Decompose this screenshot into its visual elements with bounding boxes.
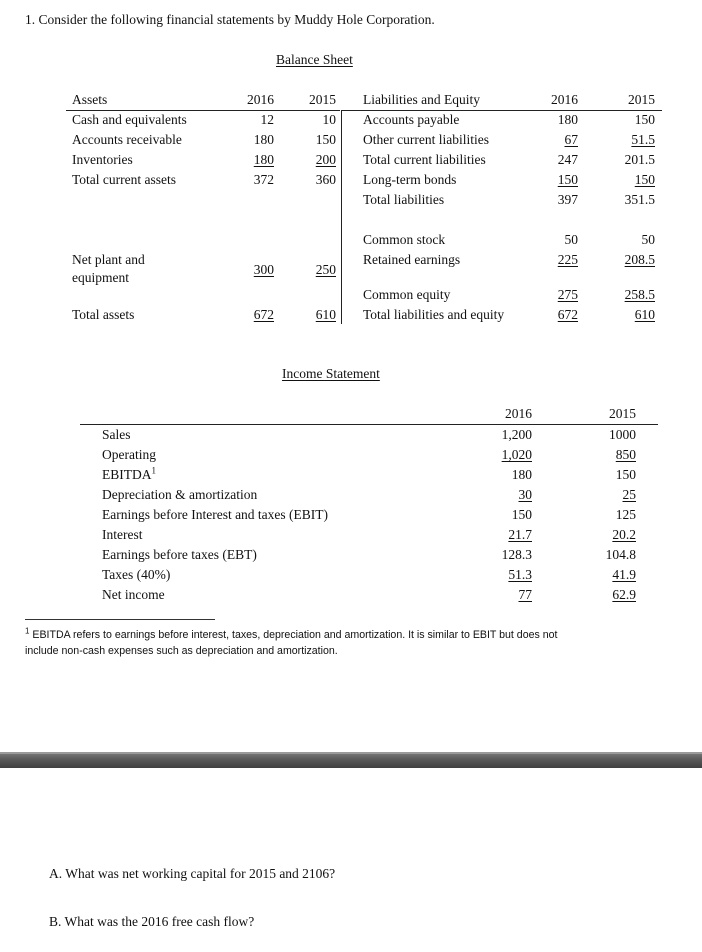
asset-2016: 12 [260, 112, 274, 127]
income-row-2016: 77 [518, 587, 532, 602]
retained-earnings-2015: 208.5 [624, 252, 655, 267]
income-statement-title: Income Statement [282, 366, 380, 381]
net-plant-2015: 250 [315, 262, 336, 277]
income-row-label: Operating [102, 447, 156, 462]
question-heading: 1. Consider the following financial statements by Muddy Hole Corporation. [25, 12, 435, 27]
total-liab-equity-2016: 672 [557, 307, 578, 322]
liabilities-header-label: Liabilities and Equity [363, 92, 480, 107]
question-b: B. What was the 2016 free cash flow? [49, 914, 255, 929]
net-plant-2016: 300 [253, 262, 274, 277]
income-row-2016: 30 [518, 487, 532, 502]
income-row-2015: 1000 [609, 427, 636, 442]
income-row-2015: 20.2 [612, 527, 636, 542]
income-row-label [102, 467, 156, 483]
assets-header-rule [66, 110, 340, 111]
total-liab-equity-2015: 610 [634, 307, 655, 322]
page-separator [0, 752, 702, 768]
asset-2015: 360 [315, 172, 336, 187]
liability-2016: 180 [557, 112, 578, 127]
income-row-label: Earnings before Interest and taxes (EBIT) [102, 507, 329, 522]
liability-label: Long-term bonds [363, 172, 457, 187]
asset-2016: 180 [253, 132, 274, 147]
common-equity-2015: 258.5 [624, 287, 655, 302]
ebitda-label: EBITDA [102, 467, 152, 482]
page-separator-highlight [0, 752, 702, 754]
liability-2015: 351.5 [624, 192, 655, 207]
income-row-2015: 62.9 [612, 587, 636, 602]
retained-earnings-label: Retained earnings [363, 252, 461, 267]
asset-2016: 180 [253, 152, 274, 167]
total-assets-2015: 610 [315, 307, 336, 322]
income-header-rule [80, 424, 658, 425]
liabilities-header-2015: 2015 [628, 92, 655, 107]
common-equity-2016: 275 [557, 287, 578, 302]
footnote-ref: 1 [151, 465, 156, 476]
question-a: A. What was net working capital for 2015 and 2106? [49, 866, 336, 881]
income-row-label: Sales [102, 427, 131, 442]
income-row-2016: 180 [511, 467, 532, 482]
income-row-2016: 150 [511, 507, 532, 522]
common-stock-2016: 50 [564, 232, 578, 247]
net-plant-label-2: equipment [72, 270, 129, 285]
income-header-2016: 2016 [505, 406, 532, 421]
income-row-label: Depreciation & amortization [102, 487, 258, 502]
income-row-2016: 128.3 [501, 547, 532, 562]
footnote-line-2: include non-cash expenses such as depreciation and amortization. [25, 645, 338, 657]
liability-2016: 247 [557, 152, 578, 167]
income-row-2015: 25 [622, 487, 636, 502]
asset-2015: 200 [315, 152, 336, 167]
income-row-2016: 51.3 [508, 567, 532, 582]
income-row-label: Net income [102, 587, 165, 602]
income-row-2016: 1,020 [501, 447, 532, 462]
income-header-2015: 2015 [609, 406, 636, 421]
liabilities-header-2016: 2016 [551, 92, 578, 107]
income-row-label: Earnings before taxes (EBT) [102, 547, 257, 562]
asset-label: Total current assets [72, 172, 177, 187]
income-row-label: Interest [102, 527, 143, 542]
income-row-label: Taxes (40%) [102, 567, 171, 582]
assets-header-label: Assets [72, 92, 108, 107]
footnote-mark: 1 [25, 626, 30, 636]
income-row-2015: 125 [615, 507, 636, 522]
liability-label: Other current liabilities [363, 132, 489, 147]
liability-label: Total current liabilities [363, 152, 486, 167]
income-row-2015: 41.9 [612, 567, 636, 582]
balance-sheet-title: Balance Sheet [276, 52, 353, 67]
total-liab-equity-label: Total liabilities and equity [363, 307, 505, 322]
liability-2015: 51.5 [631, 132, 655, 147]
common-equity-label: Common equity [363, 287, 451, 302]
income-row-2016: 21.7 [508, 527, 532, 542]
common-stock-label: Common stock [363, 232, 446, 247]
liability-2016: 397 [557, 192, 578, 207]
assets-header-2016: 2016 [247, 92, 274, 107]
net-plant-label-1: Net plant and [72, 252, 145, 267]
asset-label: Cash and equivalents [72, 112, 187, 127]
income-row-2016: 1,200 [501, 427, 532, 442]
asset-2015: 150 [315, 132, 336, 147]
footnote-text-1: EBITDA refers to earnings before interest, taxes, depreciation and amortization. It is similar to EBIT but does not [32, 629, 558, 641]
common-stock-2015: 50 [641, 232, 655, 247]
liabilities-header-rule [341, 110, 662, 111]
asset-label: Accounts receivable [72, 132, 182, 147]
asset-label: Inventories [72, 152, 133, 167]
liability-label: Total liabilities [363, 192, 445, 207]
balance-sheet-divider [341, 110, 342, 324]
liability-2015: 150 [634, 112, 655, 127]
total-assets-2016: 672 [253, 307, 274, 322]
asset-2016: 372 [253, 172, 274, 187]
income-row-2015: 104.8 [605, 547, 636, 562]
liability-2015: 201.5 [624, 152, 655, 167]
footnote-line-1 [25, 628, 557, 643]
liability-label: Accounts payable [363, 112, 460, 127]
footnote-rule [25, 619, 215, 620]
assets-header-2015: 2015 [309, 92, 336, 107]
total-assets-label: Total assets [72, 307, 135, 322]
liability-2016: 150 [557, 172, 578, 187]
liability-2016: 67 [564, 132, 578, 147]
liability-2015: 150 [634, 172, 655, 187]
income-row-2015: 850 [615, 447, 636, 462]
retained-earnings-2016: 225 [557, 252, 578, 267]
asset-2015: 10 [322, 112, 336, 127]
income-row-2015: 150 [615, 467, 636, 482]
